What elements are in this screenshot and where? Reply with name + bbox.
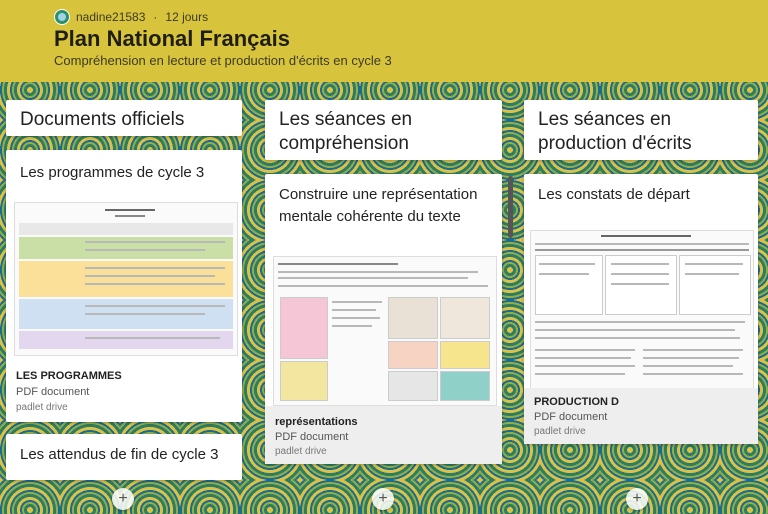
add-post-button[interactable]: + xyxy=(112,488,134,510)
post-meta xyxy=(54,9,208,25)
file-type: PDF document xyxy=(275,431,349,443)
card-title: Les programmes de cycle 3 xyxy=(20,164,205,181)
page-title: Plan National Français xyxy=(54,26,290,51)
separator-dot: · xyxy=(153,10,158,24)
file-name: PRODUCTION D xyxy=(534,396,619,408)
avatar[interactable] xyxy=(54,9,70,25)
file-source: padlet drive xyxy=(16,402,68,413)
scrollbar[interactable] xyxy=(508,176,513,238)
file-name: représentations xyxy=(275,416,358,428)
pdf-thumbnail[interactable] xyxy=(273,256,497,406)
file-type: PDF document xyxy=(534,411,608,423)
card-title: Construire une représentation mentale cohérente du texte xyxy=(279,186,478,225)
author-name[interactable]: nadine21583 xyxy=(76,10,146,24)
post-card-constats[interactable] xyxy=(524,174,758,444)
post-card-attendus[interactable] xyxy=(6,434,242,480)
card-title: Les attendus de fin de cycle 3 xyxy=(20,446,219,463)
pdf-thumbnail[interactable] xyxy=(14,202,238,356)
padlet-header xyxy=(0,0,768,82)
timestamp: 12 jours xyxy=(165,10,209,24)
add-post-button[interactable]: + xyxy=(626,488,648,510)
file-type: PDF document xyxy=(16,386,90,398)
post-card-programmes[interactable] xyxy=(6,150,242,422)
page-subtitle: Compréhension en lecture et production d'écrits en cycle 3 xyxy=(54,53,392,68)
file-name: LES PROGRAMMES xyxy=(16,370,122,382)
file-source: padlet drive xyxy=(534,426,586,437)
column-heading-comprehension[interactable]: Les séances en compréhension xyxy=(265,100,502,160)
column-heading-production[interactable]: Les séances en production d'écrits xyxy=(524,100,758,160)
file-source: padlet drive xyxy=(275,446,327,457)
column-heading-documents[interactable]: Documents officiels xyxy=(6,100,242,136)
card-title: Les constats de départ xyxy=(538,186,690,203)
add-post-button[interactable]: + xyxy=(372,488,394,510)
pdf-thumbnail[interactable] xyxy=(530,230,754,390)
post-card-representations[interactable] xyxy=(265,174,502,464)
